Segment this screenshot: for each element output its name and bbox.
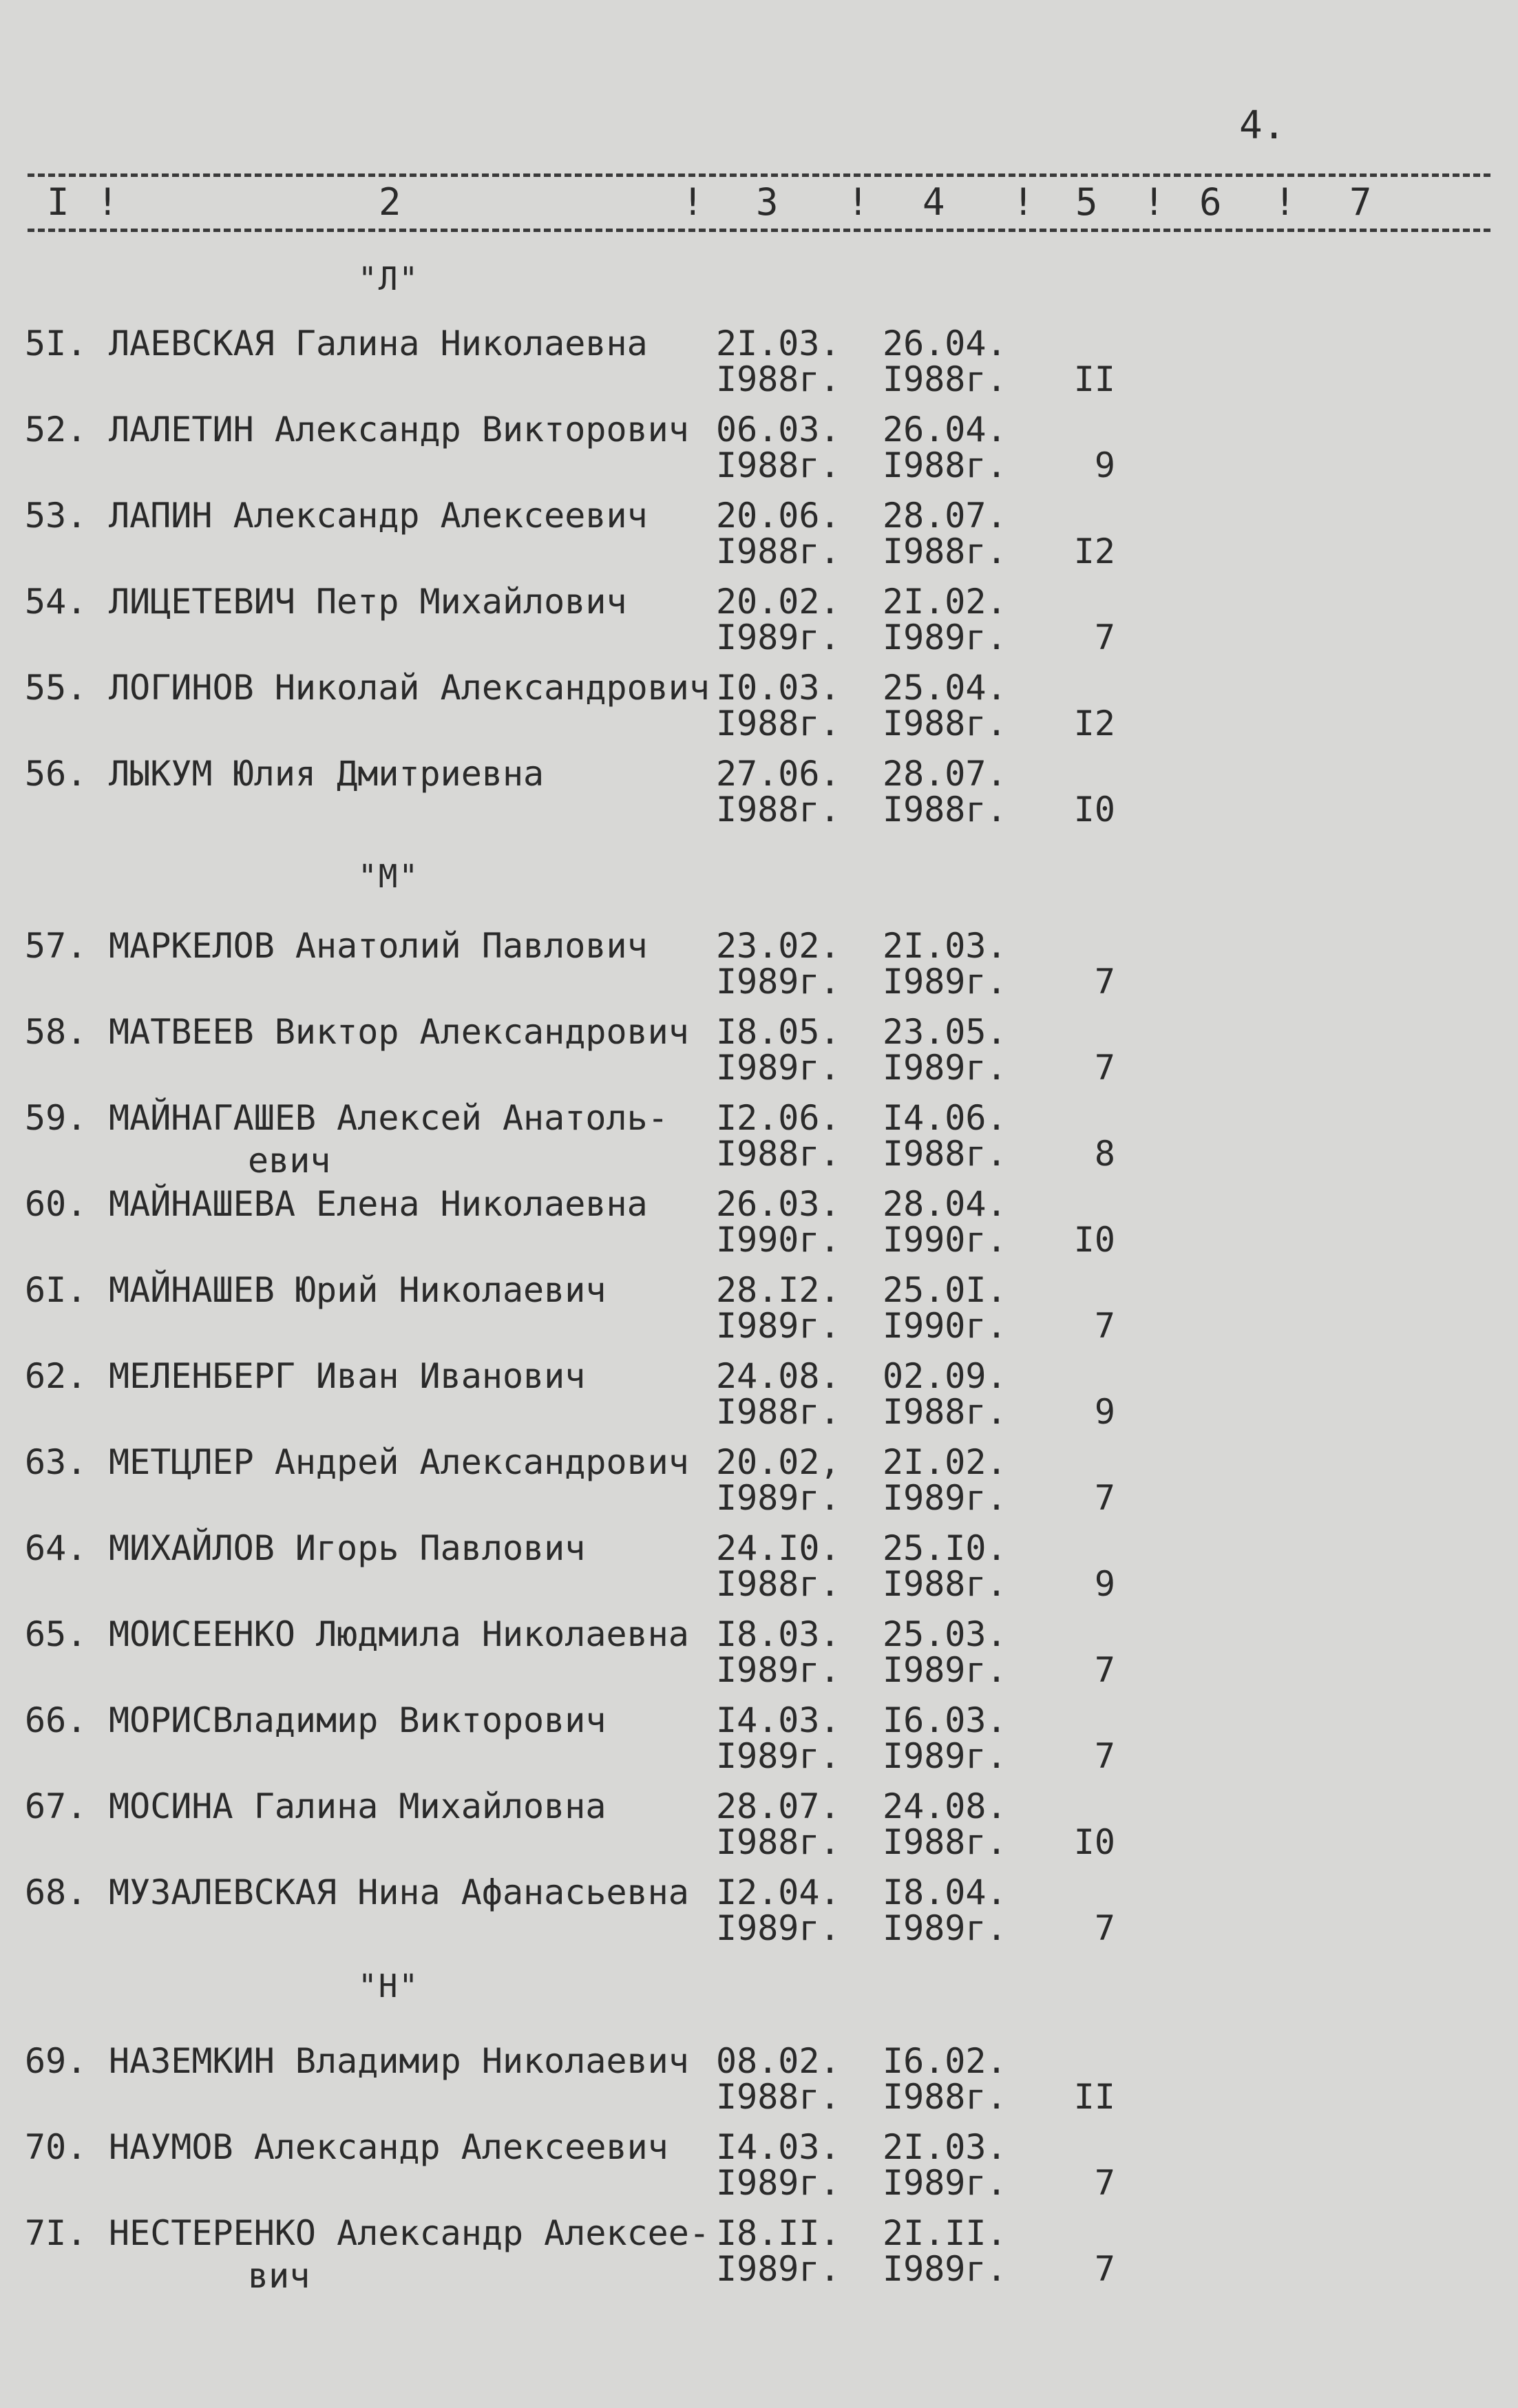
start-date: I8.II.: [716, 2213, 841, 2253]
duration-days: 7: [1094, 1478, 1115, 1518]
entry-name: НАЗЕМКИН Владимир Николаевич: [109, 2041, 689, 2081]
start-date: 23.02.: [716, 926, 841, 966]
header-col-6: 6: [1199, 180, 1222, 224]
entry-name: МАЙНАШЕВА Елена Николаевна: [109, 1184, 648, 1224]
end-year: I989г.: [883, 2163, 1007, 2203]
duration-days: 7: [1094, 1650, 1115, 1690]
entry-name: ЛЫКУМ Юлия Дмитриевна: [109, 754, 545, 794]
entry-name: НЕСТЕРЕНКО Александр Алексее-: [109, 2213, 710, 2253]
end-date: 28.07.: [883, 754, 1007, 794]
start-year: I989г.: [716, 1908, 841, 1948]
end-date: 2I.03.: [883, 2127, 1007, 2167]
end-date: 25.04.: [883, 668, 1007, 708]
start-date: 20.06.: [716, 496, 841, 536]
start-year: I989г.: [716, 1306, 841, 1346]
list-item: [0, 926, 1518, 1012]
list-item: [0, 1098, 1518, 1184]
end-year: I989г.: [883, 1908, 1007, 1948]
entry-name: МИХАЙЛОВ Игорь Павлович: [109, 1528, 586, 1568]
start-year: I990г.: [716, 1220, 841, 1260]
duration-days: II: [1073, 359, 1115, 399]
entry-number: 70.: [25, 2127, 87, 2167]
header-col-7: 7: [1349, 180, 1372, 224]
duration-days: II: [1073, 2077, 1115, 2117]
end-year: I989г.: [883, 1736, 1007, 1776]
entry-number: 67.: [25, 1786, 87, 1826]
list-item: [0, 2127, 1518, 2213]
end-date: I8.04.: [883, 1872, 1007, 1912]
header-separator: !: [1143, 180, 1166, 224]
entry-name: МАЙНАШЕВ Юрий Николаевич: [109, 1270, 607, 1310]
end-year: I988г.: [883, 1564, 1007, 1604]
list-item: [0, 2041, 1518, 2127]
list-item: [0, 410, 1518, 496]
top-dashed-rule: [28, 173, 1490, 177]
header-col-4: 4: [923, 180, 945, 224]
list-item: [0, 324, 1518, 410]
list-item: [0, 754, 1518, 840]
entry-name: НАУМОВ Александр Алексеевич: [109, 2127, 668, 2167]
entry-number: 58.: [25, 1012, 87, 1052]
header-separator: !: [682, 180, 704, 224]
end-year: I988г.: [883, 1134, 1007, 1174]
entry-name: ЛАПИН Александр Алексеевич: [109, 496, 648, 536]
end-date: 25.03.: [883, 1614, 1007, 1654]
header-col-2: 2: [379, 180, 401, 224]
entry-number: 68.: [25, 1872, 87, 1912]
entry-number: 66.: [25, 1700, 87, 1740]
list-item: [0, 2213, 1518, 2299]
entry-name: ЛИЦЕТЕВИЧ Петр Михайлович: [109, 582, 627, 622]
entry-number: 56.: [25, 754, 87, 794]
entry-number: 53.: [25, 496, 87, 536]
end-date: 23.05.: [883, 1012, 1007, 1052]
end-year: I988г.: [883, 790, 1007, 830]
start-date: 08.02.: [716, 2041, 841, 2081]
start-date: 06.03.: [716, 410, 841, 450]
start-year: I989г.: [716, 962, 841, 1002]
end-year: I990г.: [883, 1220, 1007, 1260]
end-year: I988г.: [883, 445, 1007, 485]
duration-days: I2: [1073, 531, 1115, 571]
end-date: I4.06.: [883, 1098, 1007, 1138]
end-date: 02.09.: [883, 1356, 1007, 1396]
end-year: I988г.: [883, 2077, 1007, 2117]
start-year: I988г.: [716, 704, 841, 743]
list-item: [0, 1786, 1518, 1872]
duration-days: 7: [1094, 617, 1115, 657]
start-year: I989г.: [716, 1048, 841, 1088]
start-date: 20.02.: [716, 582, 841, 622]
start-date: I2.06.: [716, 1098, 841, 1138]
end-year: I989г.: [883, 962, 1007, 1002]
duration-days: I0: [1073, 1822, 1115, 1862]
entry-name: ЛАЛЕТИН Александр Викторович: [109, 410, 689, 450]
end-date: 28.07.: [883, 496, 1007, 536]
start-year: I988г.: [716, 1822, 841, 1862]
end-date: I6.03.: [883, 1700, 1007, 1740]
entry-number: 7I.: [25, 2213, 87, 2253]
end-date: 2I.02.: [883, 582, 1007, 622]
entry-number: 5I.: [25, 324, 87, 363]
end-year: I989г.: [883, 617, 1007, 657]
start-year: I989г.: [716, 1736, 841, 1776]
entry-number: 64.: [25, 1528, 87, 1568]
entry-name: МОИСЕЕНКО Людмила Николаевна: [109, 1614, 689, 1654]
start-date: 27.06.: [716, 754, 841, 794]
duration-days: 8: [1094, 1134, 1115, 1174]
start-year: I989г.: [716, 617, 841, 657]
entry-number: 65.: [25, 1614, 87, 1654]
list-item: [0, 496, 1518, 582]
entry-name: МУЗАЛЕВСКАЯ Нина Афанасьевна: [109, 1872, 689, 1912]
end-date: 2I.02.: [883, 1442, 1007, 1482]
start-year: I988г.: [716, 359, 841, 399]
entry-name: МАРКЕЛОВ Анатолий Павлович: [109, 926, 648, 966]
list-item: [0, 1442, 1518, 1528]
entry-number: 54.: [25, 582, 87, 622]
start-year: I989г.: [716, 2163, 841, 2203]
end-year: I988г.: [883, 1392, 1007, 1432]
section-letter-l: "Л": [358, 260, 420, 297]
section-letter-n: "Н": [358, 1967, 420, 2005]
duration-days: 9: [1094, 1392, 1115, 1432]
start-date: I8.03.: [716, 1614, 841, 1654]
end-date: 2I.03.: [883, 926, 1007, 966]
entry-name: МАТВЕЕВ Виктор Александрович: [109, 1012, 689, 1052]
start-year: I989г.: [716, 2249, 841, 2289]
duration-days: 7: [1094, 2163, 1115, 2203]
end-year: I988г.: [883, 704, 1007, 743]
list-item: [0, 1614, 1518, 1700]
end-year: I988г.: [883, 1822, 1007, 1862]
start-date: 20.02,: [716, 1442, 841, 1482]
header-separator: !: [96, 180, 119, 224]
duration-days: 9: [1094, 445, 1115, 485]
list-item: [0, 668, 1518, 754]
duration-days: 7: [1094, 1306, 1115, 1346]
start-date: 24.I0.: [716, 1528, 841, 1568]
start-date: I8.05.: [716, 1012, 841, 1052]
duration-days: 7: [1094, 1736, 1115, 1776]
end-year: I988г.: [883, 359, 1007, 399]
end-year: I990г.: [883, 1306, 1007, 1346]
duration-days: 7: [1094, 2249, 1115, 2289]
duration-days: 7: [1094, 1048, 1115, 1088]
start-year: I988г.: [716, 2077, 841, 2117]
entry-number: 63.: [25, 1442, 87, 1482]
start-year: I988г.: [716, 1134, 841, 1174]
end-date: 26.04.: [883, 324, 1007, 363]
duration-days: I0: [1073, 1220, 1115, 1260]
entry-name: ЛОГИНОВ Николай Александрович: [109, 668, 710, 708]
list-item: [0, 582, 1518, 668]
start-date: I2.04.: [716, 1872, 841, 1912]
list-item: [0, 1184, 1518, 1270]
entry-name: МЕТЦЛЕР Андрей Александрович: [109, 1442, 689, 1482]
list-item: [0, 1528, 1518, 1614]
entry-number: 59.: [25, 1098, 87, 1138]
end-date: 2I.II.: [883, 2213, 1007, 2253]
entry-name: МАЙНАГАШЕВ Алексей Анатоль-: [109, 1098, 668, 1138]
start-date: 24.08.: [716, 1356, 841, 1396]
start-date: I0.03.: [716, 668, 841, 708]
end-year: I988г.: [883, 531, 1007, 571]
header-separator: !: [847, 180, 869, 224]
entry-name: МЕЛЕНБЕРГ Иван Иванович: [109, 1356, 586, 1396]
list-item: [0, 1270, 1518, 1356]
end-year: I989г.: [883, 1048, 1007, 1088]
entry-number: 6I.: [25, 1270, 87, 1310]
start-year: I988г.: [716, 1392, 841, 1432]
duration-days: 9: [1094, 1564, 1115, 1604]
entry-name: ЛАЕВСКАЯ Галина Николаевна: [109, 324, 648, 363]
start-year: I988г.: [716, 531, 841, 571]
end-year: I989г.: [883, 2249, 1007, 2289]
duration-days: I2: [1073, 704, 1115, 743]
end-year: I989г.: [883, 1650, 1007, 1690]
list-item: [0, 1012, 1518, 1098]
end-date: 25.I0.: [883, 1528, 1007, 1568]
entry-name: МОРИСВладимир Викторович: [109, 1700, 607, 1740]
start-date: I4.03.: [716, 1700, 841, 1740]
entry-number: 52.: [25, 410, 87, 450]
entry-number: 60.: [25, 1184, 87, 1224]
entry-name: МОСИНА Галина Михайловна: [109, 1786, 607, 1826]
page-number: 4.: [1239, 103, 1286, 148]
end-date: 26.04.: [883, 410, 1007, 450]
start-year: I988г.: [716, 445, 841, 485]
start-date: 28.07.: [716, 1786, 841, 1826]
end-year: I989г.: [883, 1478, 1007, 1518]
header-separator: !: [1012, 180, 1035, 224]
end-date: 24.08.: [883, 1786, 1007, 1826]
list-item: [0, 1700, 1518, 1786]
header-separator: !: [1274, 180, 1296, 224]
entry-name-continued: евич: [248, 1141, 331, 1181]
start-date: I4.03.: [716, 2127, 841, 2167]
start-year: I988г.: [716, 1564, 841, 1604]
duration-days: 7: [1094, 962, 1115, 1002]
header-col-3: 3: [756, 180, 779, 224]
duration-days: I0: [1073, 790, 1115, 830]
start-date: 28.I2.: [716, 1270, 841, 1310]
duration-days: 7: [1094, 1908, 1115, 1948]
start-year: I988г.: [716, 790, 841, 830]
list-item: [0, 1872, 1518, 1958]
header-col-1: I: [47, 180, 70, 224]
section-letter-m: "М": [358, 858, 420, 895]
entry-name-continued: вич: [248, 2256, 310, 2296]
list-item: [0, 1356, 1518, 1442]
end-date: I6.02.: [883, 2041, 1007, 2081]
start-year: I989г.: [716, 1650, 841, 1690]
entry-number: 62.: [25, 1356, 87, 1396]
end-date: 28.04.: [883, 1184, 1007, 1224]
header-dashed-rule: [28, 229, 1490, 232]
entry-number: 55.: [25, 668, 87, 708]
entry-number: 69.: [25, 2041, 87, 2081]
header-col-5: 5: [1075, 180, 1098, 224]
start-year: I989г.: [716, 1478, 841, 1518]
start-date: 26.03.: [716, 1184, 841, 1224]
end-date: 25.0I.: [883, 1270, 1007, 1310]
entry-number: 57.: [25, 926, 87, 966]
start-date: 2I.03.: [716, 324, 841, 363]
